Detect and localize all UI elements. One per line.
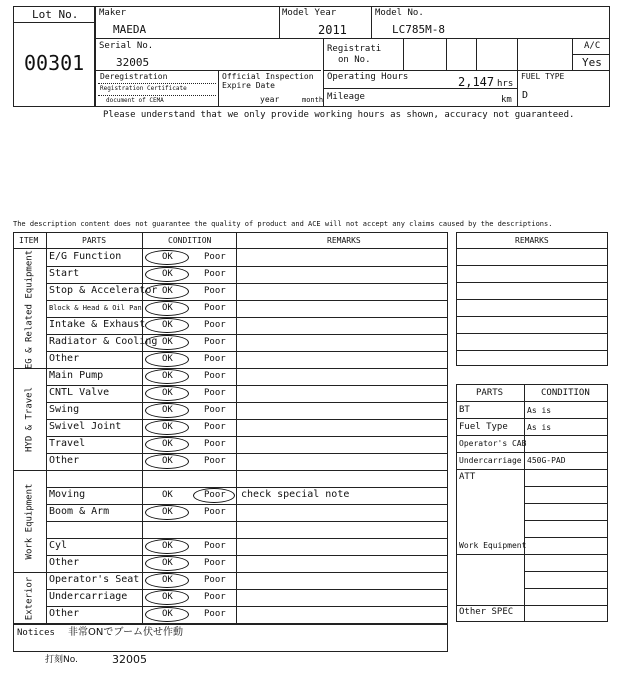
table-row	[0, 385, 448, 402]
ok-mark: OK	[162, 354, 173, 364]
registration-no-label-2: on No.	[338, 55, 371, 65]
ac-value: Yes	[582, 56, 602, 69]
ok-selected-circle	[145, 607, 189, 622]
part-name: Intake & Exhaust	[49, 319, 146, 330]
group-label-exterior: Exterior	[24, 576, 35, 621]
table-row	[0, 470, 448, 487]
table-row	[0, 317, 448, 334]
table-row	[0, 521, 448, 538]
fuel-type-value: D	[522, 90, 529, 101]
poor-mark: Poor	[204, 405, 226, 415]
poor-mark: Poor	[204, 439, 226, 449]
fuel-type-row-value: As is	[527, 423, 552, 432]
model-no-value: LC785M-8	[392, 23, 445, 36]
ac-label: A/C	[584, 41, 601, 51]
att-label: ATT	[459, 472, 476, 482]
ok-selected-circle	[145, 437, 189, 452]
part-name: Swing	[49, 404, 80, 415]
model-year-label: Model Year	[282, 8, 337, 18]
poor-mark: Poor	[204, 269, 226, 279]
ok-selected-circle	[145, 284, 189, 299]
poor-mark: Poor	[204, 575, 226, 585]
poor-mark: Poor	[204, 286, 226, 296]
table-row	[0, 402, 448, 419]
poor-mark: Poor	[204, 592, 226, 602]
ok-selected-circle	[145, 403, 189, 418]
stamp-label: 打刻No.	[45, 655, 78, 665]
registration-no-label-1: Registrati	[327, 44, 382, 54]
right-parts-header: PARTS	[476, 388, 504, 398]
ok-mark: OK	[162, 592, 173, 602]
ok-mark: OK	[162, 541, 173, 551]
notices-text: 非常ONでブーム伏せ作動	[68, 627, 184, 638]
ok-selected-circle	[145, 369, 189, 384]
poor-mark: Poor	[204, 609, 226, 619]
remark-text: check special note	[241, 489, 350, 500]
part-name: Start	[49, 268, 80, 279]
part-name: Radiator & Cooling	[49, 336, 158, 347]
fuel-type-label: FUEL TYPE	[521, 72, 565, 81]
ok-mark: OK	[162, 371, 173, 381]
maker-label: Maker	[99, 8, 127, 18]
ok-selected-circle	[145, 539, 189, 554]
part-name: Other	[49, 557, 80, 568]
table-row	[0, 606, 448, 623]
deregistration-label: Deregistration	[100, 72, 168, 81]
part-name: Other	[49, 353, 80, 364]
table-row	[0, 538, 448, 555]
part-name: Main Pump	[49, 370, 104, 381]
ok-selected-circle	[145, 267, 189, 282]
stamp-number: 32005	[112, 653, 147, 666]
ok-mark: OK	[162, 337, 173, 347]
ok-selected-circle	[145, 386, 189, 401]
official-inspection-label-1: Official Inspection	[222, 72, 314, 81]
poor-mark: Poor	[204, 456, 226, 466]
ok-selected-circle	[145, 352, 189, 367]
condition-header: CONDITION	[168, 236, 212, 245]
ok-mark: OK	[162, 405, 173, 415]
table-row	[0, 453, 448, 470]
mileage-label: Mileage	[327, 92, 365, 102]
part-name: E/G Function	[49, 251, 122, 262]
ok-selected-circle	[145, 318, 189, 333]
poor-mark: Poor	[204, 558, 226, 568]
bt-label: BT	[459, 405, 470, 415]
ok-mark: OK	[162, 286, 173, 296]
part-name: Other	[49, 455, 80, 466]
poor-mark: Poor	[204, 337, 226, 347]
parts-header: PARTS	[82, 236, 107, 245]
remarks-header: REMARKS	[327, 236, 361, 245]
registration-certificate-label: Registration Certificate	[100, 85, 187, 92]
ok-selected-circle	[145, 454, 189, 469]
ok-selected-circle	[145, 301, 189, 316]
part-name: Undercarriage	[49, 591, 128, 602]
part-name: Operator's Seat	[49, 574, 140, 585]
group-label-work: Work Equipment	[24, 483, 35, 560]
model-year-value: 2011	[318, 23, 347, 37]
maker-value: MAEDA	[113, 23, 147, 36]
poor-mark: Poor	[204, 371, 226, 381]
ok-mark: OK	[162, 558, 173, 568]
ok-mark: OK	[162, 303, 173, 313]
poor-mark: Poor	[204, 303, 226, 313]
part-name: Boom & Arm	[49, 506, 110, 517]
year-label: year	[260, 95, 280, 104]
bt-value: As is	[527, 406, 552, 415]
ok-selected-circle	[145, 505, 189, 520]
table-row	[0, 266, 448, 283]
lot-no-label: Lot No.	[32, 8, 79, 21]
table-row	[0, 436, 448, 453]
table-row	[0, 351, 448, 368]
month-label: month	[302, 96, 324, 104]
part-name: Other	[49, 608, 80, 619]
ok-mark: OK	[162, 269, 173, 279]
poor-mark: Poor	[204, 320, 226, 330]
group-label-hyd: HYD & Travel	[24, 386, 35, 453]
ok-mark: OK	[162, 439, 173, 449]
poor-mark: Poor	[204, 507, 226, 517]
ok-selected-circle	[145, 420, 189, 435]
ok-selected-circle	[145, 573, 189, 588]
lot-no-value: 00301	[24, 51, 85, 75]
poor-mark: Poor	[204, 490, 226, 500]
ok-selected-circle	[145, 556, 189, 571]
other-spec-label: Other SPEC	[459, 607, 514, 617]
disclaimer-text: The description content does not guarantee the quality of product and ACE will not accept any claims caused by the descriptions.	[13, 220, 553, 228]
notices-label: Notices	[17, 628, 55, 638]
part-name: CNTL Valve	[49, 387, 110, 398]
ok-mark: OK	[162, 422, 173, 432]
work-equipment-row-label: Work Equipment	[459, 541, 527, 550]
part-name: Block & Head & Oil Pan	[49, 304, 142, 312]
ok-selected-circle	[145, 335, 189, 350]
km-unit: km	[501, 95, 512, 105]
part-name: Cyl	[49, 540, 68, 551]
serial-no-label: Serial No.	[99, 41, 154, 51]
part-name: Stop & Accelerator	[49, 285, 158, 296]
ok-mark: OK	[162, 388, 173, 398]
fuel-type-row-label: Fuel Type	[459, 422, 508, 432]
poor-selected-circle	[193, 488, 235, 503]
table-row	[0, 572, 448, 589]
cema-document-label: document of CEMA	[106, 97, 164, 104]
model-no-label: Model No.	[375, 8, 424, 18]
undercarriage-row-label: Undercarriage	[459, 456, 522, 465]
ok-mark: OK	[162, 609, 173, 619]
hrs-unit: hrs	[497, 79, 514, 89]
right-remarks-header: REMARKS	[515, 236, 549, 245]
table-row	[0, 368, 448, 385]
ok-mark: OK	[162, 507, 173, 517]
undercarriage-row-value: 450G-PAD	[527, 456, 566, 465]
operators-cab-label: Operator's CAB	[459, 439, 527, 448]
table-row	[0, 300, 448, 317]
table-row	[0, 487, 448, 504]
serial-no-value: 32005	[116, 56, 150, 69]
poor-mark: Poor	[204, 388, 226, 398]
ok-mark: OK	[162, 490, 173, 500]
part-name: Moving	[49, 489, 86, 500]
table-row	[0, 589, 448, 606]
table-row	[0, 249, 448, 266]
ok-mark: OK	[162, 320, 173, 330]
ok-selected-circle	[145, 250, 189, 265]
ok-mark: OK	[162, 456, 173, 466]
part-name: Travel	[49, 438, 86, 449]
poor-mark: Poor	[204, 354, 226, 364]
official-inspection-label-2: Expire Date	[222, 81, 275, 90]
operating-hours-value: 2,147	[458, 75, 495, 89]
ok-mark: OK	[162, 575, 173, 585]
poor-mark: Poor	[204, 252, 226, 262]
poor-mark: Poor	[204, 541, 226, 551]
table-row	[0, 283, 448, 300]
table-row	[0, 334, 448, 351]
hours-accuracy-note: Please understand that we only provide working hours as shown, accuracy not guaranteed.	[103, 110, 575, 120]
operating-hours-label: Operating Hours	[327, 72, 409, 82]
table-row	[0, 504, 448, 521]
table-row	[0, 555, 448, 572]
ok-selected-circle	[145, 590, 189, 605]
table-row	[0, 419, 448, 436]
ok-mark: OK	[162, 252, 173, 262]
right-condition-header: CONDITION	[541, 388, 590, 398]
part-name: Swivel Joint	[49, 421, 122, 432]
poor-mark: Poor	[204, 422, 226, 432]
group-label-eg: EG & Related Equipment	[24, 249, 35, 370]
item-header: ITEM	[19, 236, 39, 245]
